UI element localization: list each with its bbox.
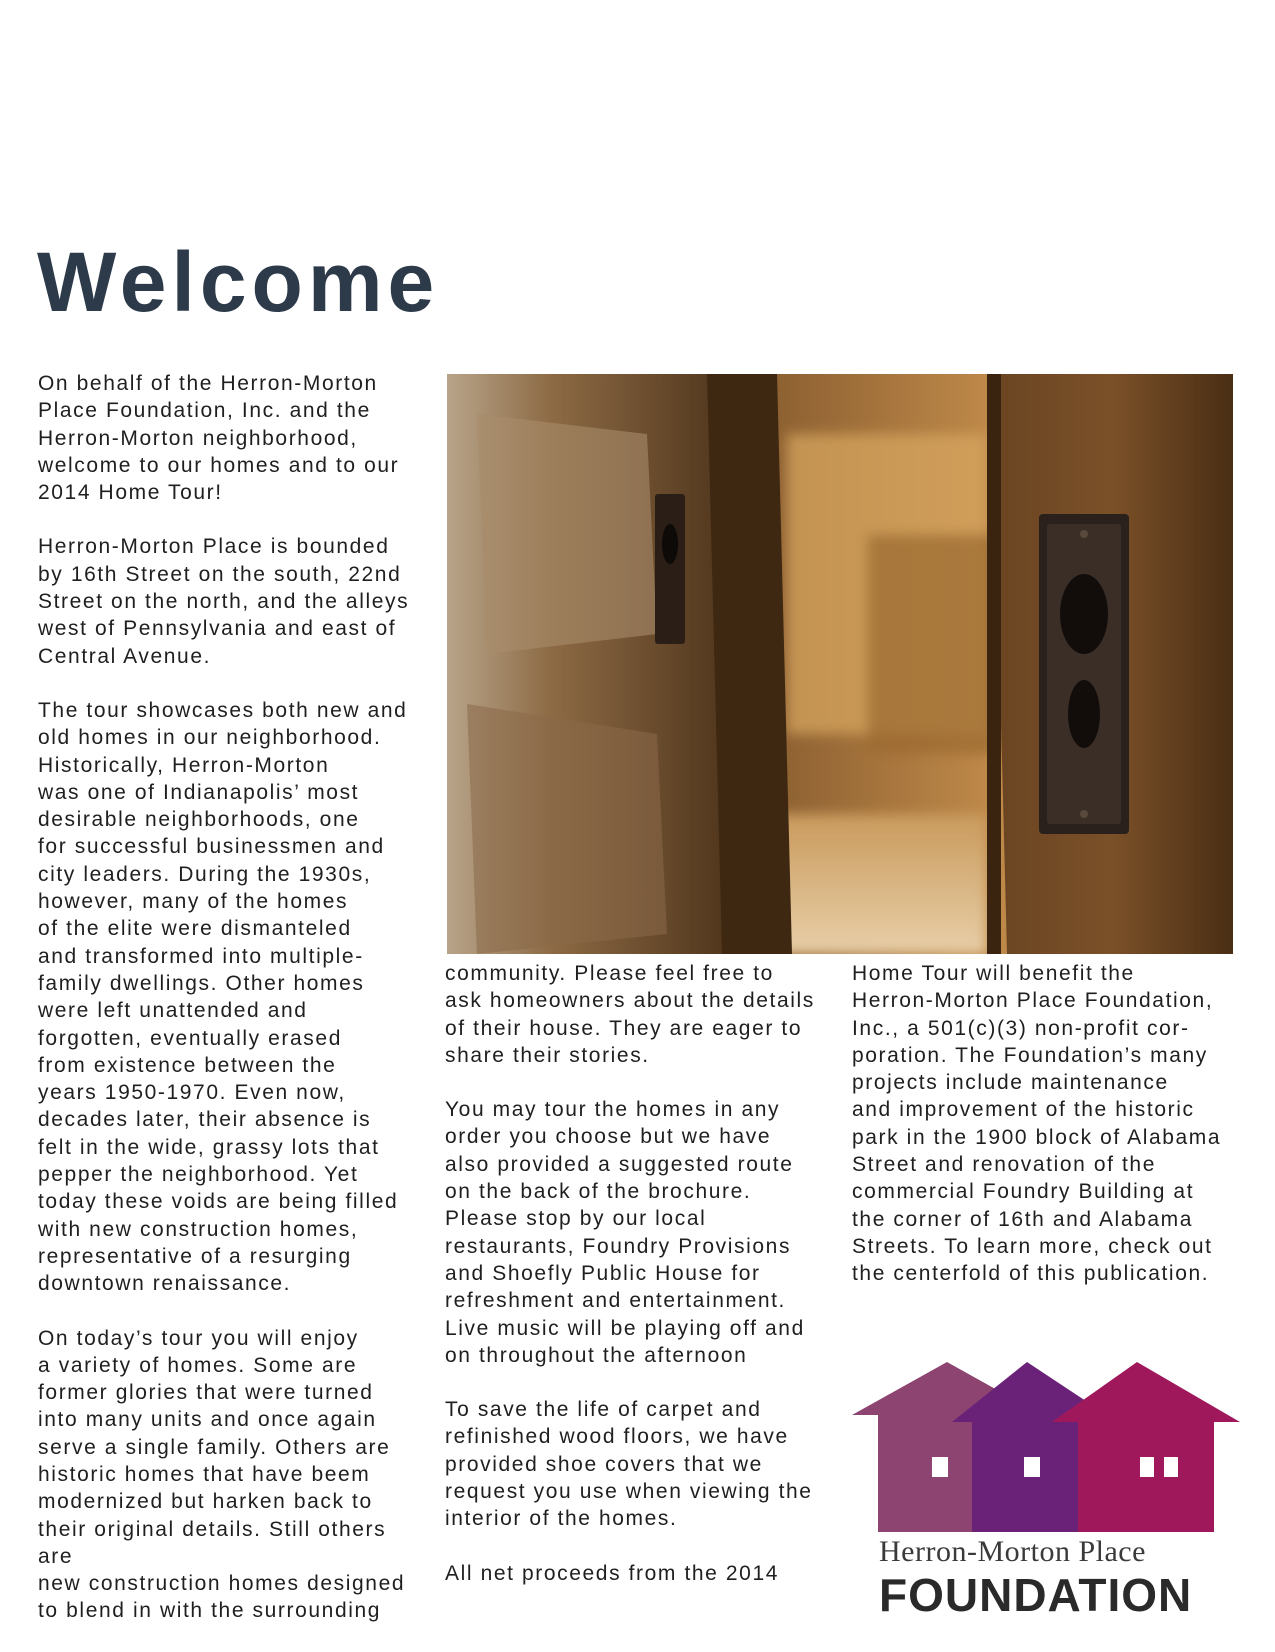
text-column-2 — [445, 960, 835, 1614]
paragraph: On behalf of the Herron-Morton Place Foundation, Inc. and the Herron-Morton neighborhood, welcome to our homes and to our 2014 Home Tour! — [38, 372, 400, 505]
paragraph: On today’s tour you will enjoy a variety of homes. Some are former glories that were turned into many units and once again serve a single family. Others are historic homes that have beem modernized but harken back to their original details. Still others are new construction homes designed to blend in with the surrounding — [38, 1326, 406, 1623]
page-title: Welcome — [37, 235, 440, 329]
door-hardware-photo — [447, 374, 1233, 954]
paragraph: To save the life of carpet and refinished wood floors, we have provided shoe covers that we request you use when viewing the interior of the homes. — [445, 1398, 813, 1531]
text-column-1 — [38, 370, 428, 1652]
paragraph: All net proceeds from the 2014 — [445, 1561, 780, 1585]
paragraph: Herron-Morton Place is bounded by 16th Street on the south, 22nd Street on the north, and the alleys west of Pennsylvania and east of Central Avenue. — [38, 535, 410, 668]
paragraph: You may tour the homes in any order you choose but we have also provided a suggested route on the back of the brochure. Please stop by our local restaurants, Foundry Provisions and Shoefly Public House for refreshment and entertainment. Live music will be playing off and on throughout the afternoon — [445, 1098, 805, 1367]
paragraph: The tour showcases both new and old homes in our neighborhood. Historically, Herron-Morton was one of Indianapolis’ most desirable neighborhoods, one for successful businessmen and city leaders. During the 1930s, however, many of the homes of the elite were dismanteled and transformed into multiple- family dwellings. Other homes were left unattended and forgotten, eventually erased from existence between the years 1950-1970. Even now, decades later, their absence is felt in the wide, grassy lots that pepper the neighborhood. Yet today these voids are being filled with new construction homes, representative of a resurging downtown renaissance. — [38, 698, 408, 1296]
logo-foundation: FOUNDATION — [879, 1569, 1193, 1621]
house-icon — [1052, 1362, 1240, 1532]
paragraph: Home Tour will benefit the Herron-Morton Place Foundation, Inc., a 501(c)(3) non-profit cor- poration. The Foundation’s many projects include maintenance and improvement of the historic park in the 1900 block of Alabama Street and renovation of the commercial Foundry Building at the corner of 16th and Alabama Streets. To learn more, check out the centerfold of this publication. — [852, 962, 1222, 1286]
logo-name: Herron-Morton Place — [879, 1535, 1146, 1568]
paragraph: community. Please feel free to ask homeowners about the details of their house. They are eager to share their stories. — [445, 962, 815, 1067]
text-column-3 — [852, 960, 1242, 1315]
